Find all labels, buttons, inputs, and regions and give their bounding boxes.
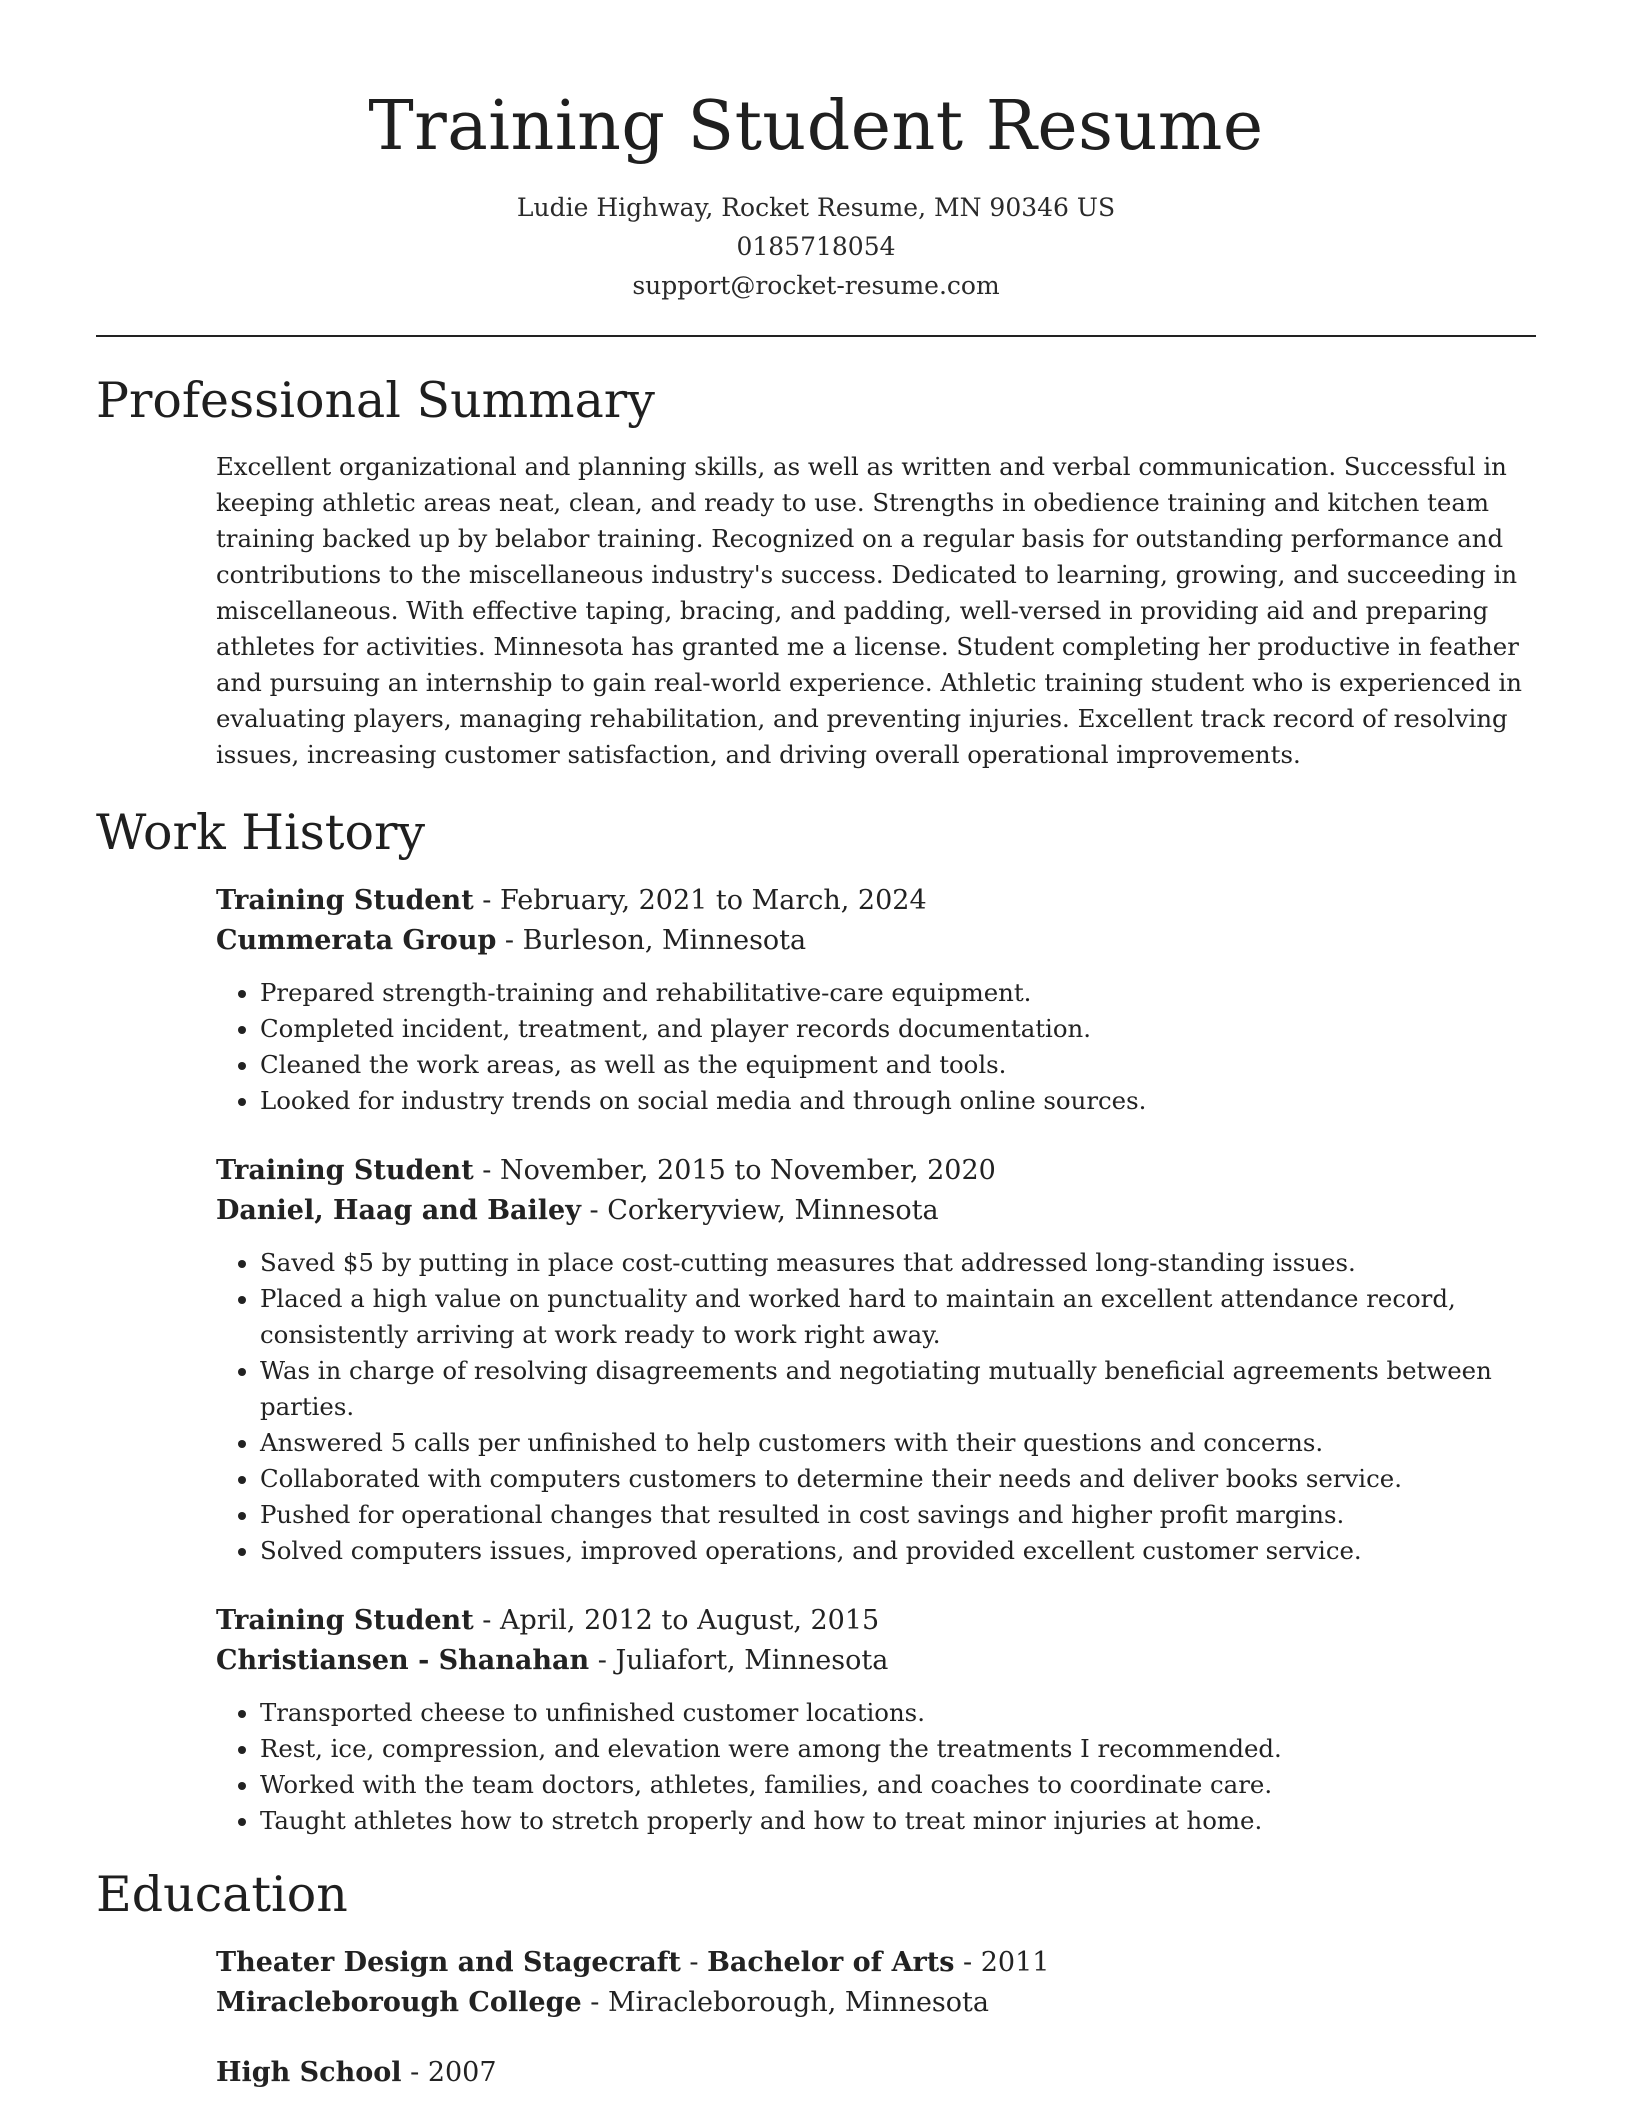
job-dates: - November, 2015 to November, 2020 xyxy=(473,1155,996,1186)
job-duty: • Pushed for operational changes that resulted in cost savings and higher profit margins. xyxy=(260,1497,1526,1533)
education-field: Theater Design and Stagecraft xyxy=(216,1947,681,1978)
job-title-line xyxy=(216,881,1526,921)
job-company-line xyxy=(216,1641,1526,1681)
contact-email: support@rocket-resume.com xyxy=(632,271,1000,300)
resume-title: Training Student Resume xyxy=(368,87,1264,166)
job-role: Training Student xyxy=(216,1155,474,1186)
job-location: - Corkeryview, Minnesota xyxy=(580,1195,939,1226)
job-location: - Burleson, Minnesota xyxy=(496,925,807,956)
work-history-heading: Work History xyxy=(96,804,426,861)
job-company-line xyxy=(216,1191,1526,1231)
job-role: Training Student xyxy=(216,885,474,916)
job-duty: • Taught athletes how to stretch properly and how to treat minor injuries at home. xyxy=(260,1803,1526,1839)
job-entry xyxy=(216,881,1526,1119)
job-duty: • Cleaned the work areas, as well as the equipment and tools. xyxy=(260,1047,1526,1083)
education-degree: Bachelor of Arts xyxy=(707,1947,955,1978)
job-duty: • Solved computers issues, improved operations, and provided excellent customer service. xyxy=(260,1533,1526,1569)
job-duties xyxy=(216,975,1526,1119)
job-duty: • Saved $5 by putting in place cost-cutting measures that addressed long-standing issues. xyxy=(260,1245,1526,1281)
job-title-line xyxy=(216,1601,1526,1641)
education-location: - Miracleborough, Minnesota xyxy=(581,1987,989,2018)
job-duty: • Prepared strength-training and rehabilitative-care equipment. xyxy=(260,975,1526,1011)
contact-info xyxy=(96,188,1536,305)
job-title-line xyxy=(216,1151,1526,1191)
job-duty: • Worked with the team doctors, athletes, families, and coaches to coordinate care. xyxy=(260,1767,1526,1803)
education-school: Miracleborough College xyxy=(216,1987,582,2018)
education-year: - 2007 xyxy=(401,2057,497,2088)
job-duty: • Rest, ice, compression, and elevation were among the treatments I recommended. xyxy=(260,1731,1526,1767)
job-duties xyxy=(216,1245,1526,1569)
education-degree-line xyxy=(216,1943,1526,1983)
education-field: High School xyxy=(216,2057,402,2088)
education-degree-line xyxy=(216,2053,1526,2093)
summary-heading: Professional Summary xyxy=(96,372,655,429)
education-section xyxy=(96,1865,1536,2093)
resume-header xyxy=(96,0,1536,305)
education-school-line xyxy=(216,1983,1526,2023)
job-duty: • Collaborated with computers customers to determine their needs and deliver books service. xyxy=(260,1461,1526,1497)
summary-section xyxy=(96,371,1536,773)
job-entry xyxy=(216,1601,1526,1839)
job-duty: • Completed incident, treatment, and player records documentation. xyxy=(260,1011,1526,1047)
job-company: Cummerata Group xyxy=(216,925,497,956)
header-divider xyxy=(96,335,1536,337)
job-duty: • Was in charge of resolving disagreements and negotiating mutually beneficial agreements between parties. xyxy=(260,1353,1526,1425)
job-duty: • Placed a high value on punctuality and worked hard to maintain an excellent attendance record, consistently arriving at work ready to work right away. xyxy=(260,1281,1526,1353)
job-dates: - February, 2021 to March, 2024 xyxy=(473,885,927,916)
job-duty: • Answered 5 calls per unfinished to help customers with their questions and concerns. xyxy=(260,1425,1526,1461)
education-separator: - xyxy=(680,1947,708,1978)
job-company: Christiansen - Shanahan xyxy=(216,1645,590,1676)
summary-text: Excellent organizational and planning skills, as well as written and verbal communication. Successful in keeping athletic areas neat, clean, and ready to use. Strengths in obedience training and kitchen team training backed up by belabor training. Recognized on a regular basis for outstanding performance and contributions to the miscellaneous industry's success. Dedicated to learning, growing, and succeeding in miscellaneous. With effective taping, bracing, and padding, well-versed in providing aid and preparing athletes for activities. Minnesota has granted me a license. Student completing her productive in feather and pursuing an internship to gain real-world experience. Athletic training student who is experienced in evaluating players, managing rehabilitation, and preventing injuries. Excellent track record of resolving issues, increasing customer satisfaction, and driving overall operational improvements. xyxy=(216,452,1522,769)
contact-address: Ludie Highway, Rocket Resume, MN 90346 US xyxy=(516,193,1116,222)
job-company: Daniel, Haag and Bailey xyxy=(216,1195,581,1226)
job-duty: • Transported cheese to unfinished customer locations. xyxy=(260,1695,1526,1731)
job-entry xyxy=(216,1151,1526,1569)
work-history-section xyxy=(96,803,1536,1839)
education-entry xyxy=(216,1943,1526,2023)
contact-phone: 0185718054 xyxy=(736,232,896,261)
education-entry xyxy=(216,2053,1526,2093)
job-duty: • Looked for industry trends on social media and through online sources. xyxy=(260,1083,1526,1119)
job-duties xyxy=(216,1695,1526,1839)
job-company-line xyxy=(216,921,1526,961)
education-heading: Education xyxy=(96,1866,348,1923)
job-role: Training Student xyxy=(216,1605,474,1636)
job-dates: - April, 2012 to August, 2015 xyxy=(473,1605,880,1636)
resume-page xyxy=(96,0,1536,2093)
job-location: - Juliafort, Minnesota xyxy=(589,1645,889,1676)
education-year: - 2011 xyxy=(954,1947,1050,1978)
